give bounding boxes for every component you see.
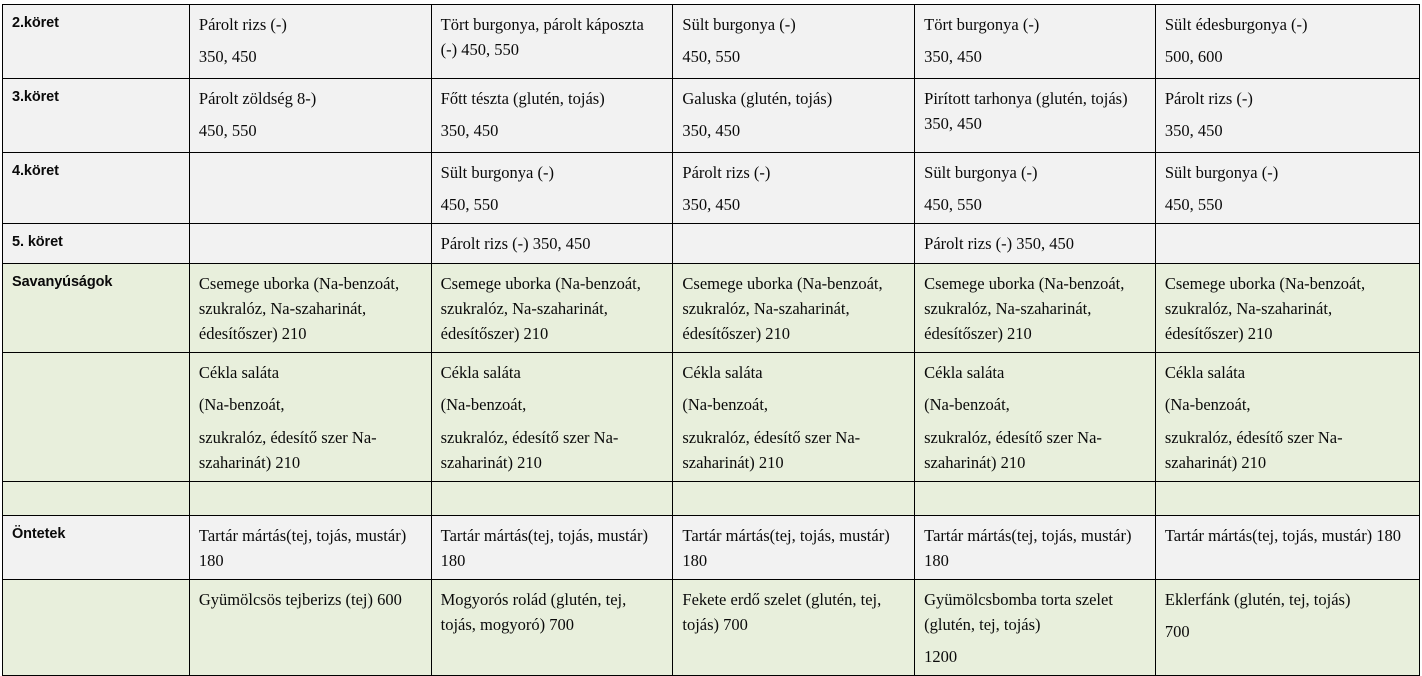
cell-blank-day5 xyxy=(1155,481,1419,515)
cell-koret5-day2 xyxy=(431,224,673,264)
cell-line: Párolt rizs (-) 350, 450 xyxy=(440,234,591,254)
cell-line: Csemege uborka (Na-benzoát, szukralóz, Na-szaharinát, édesítőszer) 210 xyxy=(198,274,400,344)
cell-line: Sült burgonya (-) xyxy=(440,163,554,182)
cell-line: 350, 450 xyxy=(924,47,982,67)
cell-ontetek-day2 xyxy=(431,515,673,579)
cell-koret2-day4 xyxy=(915,5,1156,79)
cell-line: 350, 450 xyxy=(440,121,499,141)
cell-koret3-day5 xyxy=(1155,79,1419,153)
cell-line: 500, 600 xyxy=(1164,47,1223,67)
cell-blank-day1 xyxy=(189,481,431,515)
cell-line: Galuska (glutén, tojás) xyxy=(682,89,833,108)
cell-line: Párolt zöldség 8-) xyxy=(198,89,317,108)
table-row xyxy=(3,579,1420,675)
cell-line: 450, 550 xyxy=(1164,195,1223,215)
row-label-koret3: 3.köret xyxy=(3,79,190,153)
cell-line: Párolt rizs (-) xyxy=(198,15,287,34)
cell-koret4-day4 xyxy=(915,153,1156,224)
cell-koret4-day3 xyxy=(673,153,915,224)
cell-line: (Na-benzoát, xyxy=(1164,395,1251,415)
row-label-ontetek: Öntetek xyxy=(3,515,190,579)
cell-line: 700 xyxy=(1164,621,1190,641)
cell-line: 350, 450 xyxy=(198,47,257,67)
cell-koret5-day4 xyxy=(915,224,1156,264)
cell-koret2-day3 xyxy=(673,5,915,79)
cell-line: 350, 450 xyxy=(682,121,741,141)
cell-koret5-day1 xyxy=(189,224,431,264)
table-row xyxy=(3,353,1420,481)
cell-line: Sült burgonya (-) xyxy=(924,163,1038,182)
cell-desszert-day1 xyxy=(189,579,431,675)
cell-line: Sült burgonya (-) xyxy=(1164,163,1279,182)
cell-desszert-day2 xyxy=(431,579,673,675)
table-row xyxy=(3,515,1420,579)
cell-koret3-day3 xyxy=(673,79,915,153)
cell-cekla-day5 xyxy=(1155,353,1419,481)
cell-cekla-day4 xyxy=(915,353,1156,481)
cell-savanyusagok-day2 xyxy=(431,264,673,353)
cell-koret2-day1 xyxy=(189,5,431,79)
table-row xyxy=(3,79,1420,153)
cell-blank-day3 xyxy=(673,481,915,515)
cell-line: Párolt rizs (-) xyxy=(682,163,771,182)
table-row xyxy=(3,481,1420,515)
cell-savanyusagok-day4 xyxy=(915,264,1156,353)
cell-line: Sült édesburgonya (-) xyxy=(1164,15,1308,34)
cell-line: szukralóz, édesítő szer Na-szaharinát) 210 xyxy=(198,427,377,472)
cell-line: Tartár mártás(tej, tojás, mustár) 180 xyxy=(682,525,890,570)
cell-line: 1200 xyxy=(924,647,958,667)
cell-koret3-day2 xyxy=(431,79,673,153)
table-row xyxy=(3,264,1420,353)
cell-cekla-day2 xyxy=(431,353,673,481)
cell-koret4-day2 xyxy=(431,153,673,224)
cell-line: Tartár mártás(tej, tojás, mustár) 180 xyxy=(924,525,1132,570)
row-label-koret4: 4.köret xyxy=(3,153,190,224)
cell-line: Cékla saláta xyxy=(198,363,280,383)
cell-ontetek-day3 xyxy=(673,515,915,579)
cell-koret4-day1 xyxy=(189,153,431,224)
cell-line: Fekete erdő szelet (glutén, tej, tojás) 700 xyxy=(682,589,882,634)
cell-line: Tartár mártás(tej, tojás, mustár) 180 xyxy=(440,525,648,570)
cell-line: 450, 550 xyxy=(440,195,499,215)
cell-blank-day2 xyxy=(431,481,673,515)
cell-desszert-day3 xyxy=(673,579,915,675)
cell-line: Főtt tészta (glutén, tojás) xyxy=(440,89,605,108)
row-label-desszert xyxy=(3,579,190,675)
row-label-koret5: 5. köret xyxy=(3,224,190,264)
cell-blank-day4 xyxy=(915,481,1156,515)
cell-desszert-day4 xyxy=(915,579,1156,675)
cell-koret4-day5 xyxy=(1155,153,1419,224)
menu-table xyxy=(2,4,1420,676)
cell-savanyusagok-day5 xyxy=(1155,264,1419,353)
cell-line: Pirított tarhonya (glutén, tojás) 350, 450 xyxy=(924,89,1128,134)
cell-line: Párolt rizs (-) 350, 450 xyxy=(924,234,1074,254)
cell-koret3-day4 xyxy=(915,79,1156,153)
cell-ontetek-day5 xyxy=(1155,515,1419,579)
cell-line: Mogyorós rolád (glutén, tej, tojás, mogyoró) 700 xyxy=(440,589,627,634)
cell-line: Tartár mártás(tej, tojás, mustár) 180 xyxy=(1164,525,1402,545)
cell-koret2-day5 xyxy=(1155,5,1419,79)
cell-line: 450, 550 xyxy=(924,195,982,215)
cell-line: 350, 450 xyxy=(682,195,741,215)
cell-line: Tartár mártás(tej, tojás, mustár) 180 xyxy=(198,525,407,570)
cell-line: Párolt rizs (-) xyxy=(1164,89,1253,108)
cell-line: Cékla saláta xyxy=(682,363,763,383)
cell-line: szukralóz, édesítő szer Na-szaharinát) 210 xyxy=(924,427,1102,472)
table-row xyxy=(3,5,1420,79)
cell-koret5-day3 xyxy=(673,224,915,264)
row-label-blank xyxy=(3,481,190,515)
cell-ontetek-day1 xyxy=(189,515,431,579)
cell-line: Csemege uborka (Na-benzoát, szukralóz, Na-szaharinát, édesítőszer) 210 xyxy=(924,274,1125,344)
cell-line: 450, 550 xyxy=(682,47,741,67)
cell-line: szukralóz, édesítő szer Na-szaharinát) 210 xyxy=(440,427,619,472)
cell-line: Csemege uborka (Na-benzoát, szukralóz, Na-szaharinát, édesítőszer) 210 xyxy=(1164,274,1366,344)
row-label-koret2: 2.köret xyxy=(3,5,190,79)
cell-line: (Na-benzoát, xyxy=(198,395,285,415)
cell-desszert-day5 xyxy=(1155,579,1419,675)
cell-koret3-day1 xyxy=(189,79,431,153)
table-row xyxy=(3,224,1420,264)
cell-koret2-day2 xyxy=(431,5,673,79)
cell-line: 350, 450 xyxy=(1164,121,1223,141)
cell-line: Csemege uborka (Na-benzoát, szukralóz, Na-szaharinát, édesítőszer) 210 xyxy=(440,274,641,344)
row-label-cekla xyxy=(3,353,190,481)
cell-line: (Na-benzoát, xyxy=(682,395,769,415)
cell-line: Gyümölcsös tejberizs (tej) 600 xyxy=(198,589,402,609)
cell-line: Sült burgonya (-) xyxy=(682,15,796,34)
cell-line: Gyümölcsbomba torta szelet (glutén, tej, tojás) xyxy=(924,589,1113,634)
cell-cekla-day1 xyxy=(189,353,431,481)
cell-line: Tört burgonya, párolt káposzta (-) 450, 550 xyxy=(440,15,644,60)
cell-koret5-day5 xyxy=(1155,224,1419,264)
cell-savanyusagok-day3 xyxy=(673,264,915,353)
cell-line: szukralóz, édesítő szer Na-szaharinát) 210 xyxy=(682,427,861,472)
cell-line: Tört burgonya (-) xyxy=(924,15,1040,34)
cell-savanyusagok-day1 xyxy=(189,264,431,353)
cell-line: 450, 550 xyxy=(198,121,257,141)
cell-line: Csemege uborka (Na-benzoát, szukralóz, Na-szaharinát, édesítőszer) 210 xyxy=(682,274,883,344)
row-label-savanyusagok: Savanyúságok xyxy=(3,264,190,353)
cell-line: Cékla saláta xyxy=(924,363,1005,383)
cell-line: szukralóz, édesítő szer Na-szaharinát) 210 xyxy=(1164,427,1343,472)
cell-line: (Na-benzoát, xyxy=(440,395,527,415)
cell-line: (Na-benzoát, xyxy=(924,395,1010,415)
cell-ontetek-day4 xyxy=(915,515,1156,579)
cell-line: Cékla saláta xyxy=(440,363,521,383)
menu-table-body xyxy=(3,5,1420,676)
cell-line: Eklerfánk (glutén, tej, tojás) xyxy=(1164,589,1351,609)
table-row xyxy=(3,153,1420,224)
cell-line: Cékla saláta xyxy=(1164,363,1246,383)
cell-cekla-day3 xyxy=(673,353,915,481)
